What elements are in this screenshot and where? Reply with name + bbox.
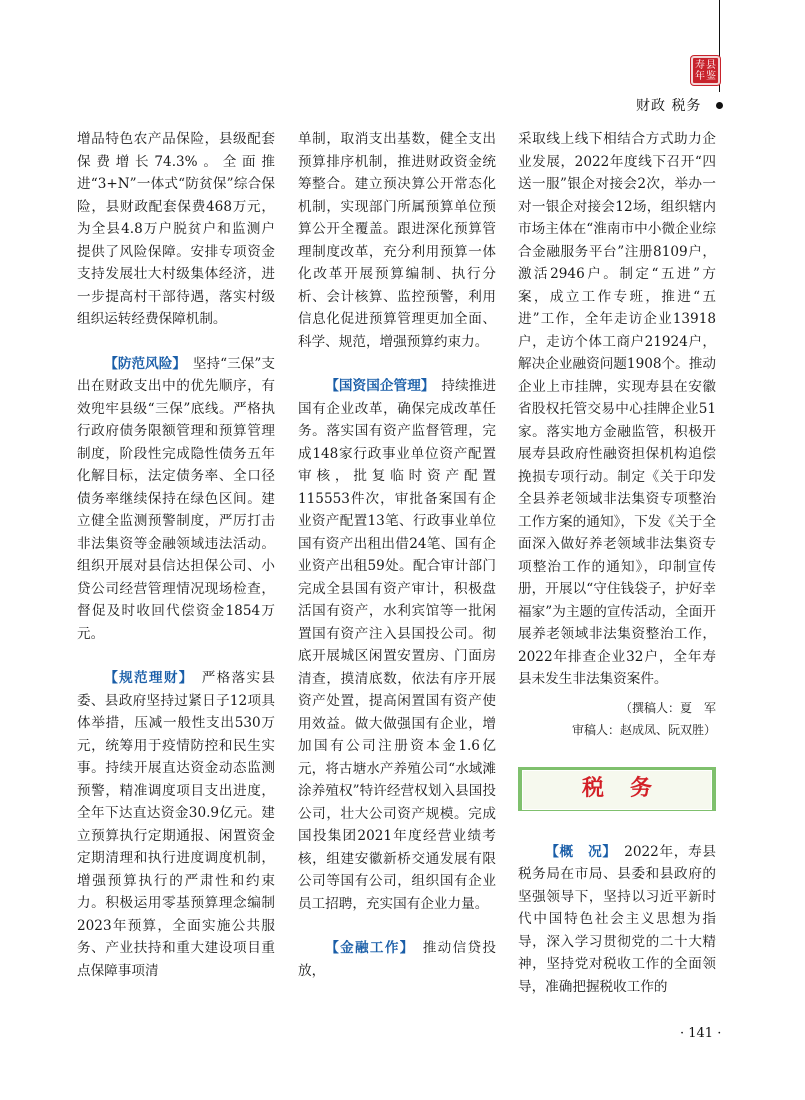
paragraph-text: 推动信贷投放， — [298, 940, 497, 979]
section-keyword: 【概 况】 — [545, 843, 610, 860]
section-banner — [518, 767, 716, 811]
paragraph: 采取线上线下相结合方式助力企业发展，2022年度线下召开“四送一服”银企对接会2次，举办一对一银企对接会12场，组织辖内市场主体在“淮南市中小微企业综合金融服务平台”注册8109户，激活2946户。制定“五进”方案，成立工作专班，推进“五进”工作，全年走访企业13918户，走访个体工商户21924户，解决企业融资问题1908个。推动企业上市挂牌，实现寿县在安徽省股权托管交易中心挂牌企业51家。落实地方金融监管，积极开展寿县政府性融资担保机构追偿挽损专项行动。制定《关于印发全县养老领域非法集资专项整治工作方案的通知》，下发《关于全面深入做好养老领域非法集资专项整治工作的通知》，印制宣传册，开展以“守住钱袋子，护好幸福家”为主题的宣传活动，全面开展养老领域非法集资整治工作，2022年排查企业32户，全年寿县未发生非法集资案件。 — [518, 131, 716, 687]
paragraph: 增品特色农产品保险，县级配套保费增长74.3%。全面推进“3+N”一体式“防贫保”综合保险，县财政配套保费468万元，为全县4.8万户脱贫户和监测户提供了风险保障。安排专项资金支持发展壮大村级集体经济，进一步提高村干部待遇，落实村级组织运转经费保障机制。 — [77, 131, 275, 327]
paragraph-text: 坚持“三保”支出在财政支出中的优先顺序，有效兜牢县级“三保”底线。严格执行政府债务限额管理和预算管理制度，阶段性完成隐性债务五年化解目标，法定债务率、全口径债务率继续保持在绿色区间。建立健全监测预警制度，严厉打击非法集资等金融领域违法活动。组织开展对县信达担保公司、小贷公司经营管理情况现场检查，督促及时收回代偿资金1854万元。 — [77, 355, 275, 642]
paragraph — [298, 937, 496, 982]
section-keyword: 【防范风险】 — [104, 355, 180, 372]
section-keyword: 【国资国企管理】 — [325, 378, 428, 394]
paragraph — [77, 353, 275, 646]
logo-char: 年 — [695, 70, 705, 82]
paragraph — [77, 667, 275, 982]
section-header: 财政 税务 — [636, 98, 702, 114]
paragraph: 单制，取消支出基数，健全支出预算排序机制，推进财政资金统筹整合。建立预决算公开常态化机制，实现部门所属预算单位预算公开全覆盖。跟进深化预算管理制度改革，充分利用预算一体化改革开展预算编制、执行分析、会计核算、监控预警，利用信息化促进预算管理更加全面、科学、规范，增强预算约束力。 — [298, 131, 496, 350]
page-number: · 141 · — [680, 1026, 722, 1041]
section-banner-title: 税务 — [581, 776, 678, 802]
paragraph-text: 2022年，寿县税务局在市局、县委和县政府的坚强领导下，坚持以习近平新时代中国特色社会主义思想为指导，深入学习贯彻党的二十大精神，坚持党对税收工作的全面领导，准确把握税收工作的 — [518, 843, 716, 995]
paragraph-text: 持续推进国有企业改革，确保完成改革任务。落实国有资产监督管理，完成148家行政事业单位资产配置审核，批复临时资产配置115553件次，审批备案国有企业资产配置13笔、行政事业单位国有资产出租出借24笔、国有企业资产出租59处。配合审计部门完成全县国有资产审计，积极盘活国有资产，水利宾馆等一批闲置国有资产注入县国投公司。彻底开展城区闲置安置房、门面房清查，摸清底数，依法有序开展资产处置，提高闲置国有资产使用效益。做大做强国有企业，增加国有公司注册资本金1.6亿元，将古塘水产养殖公司“水域滩涂养殖权”特许经营权划入县国投公司，壮大公司资产规模。完成国投集团2021年度经营业绩考核，组建安徽新桥交通发展有限公司等国有公司，组织国有企业员工招聘，充实国有企业力量。 — [298, 378, 496, 912]
author-byline — [518, 697, 716, 741]
header-dot — [716, 102, 723, 109]
paragraph — [298, 375, 496, 915]
yearbook-logo — [691, 56, 720, 85]
logo-char: 寿 — [695, 59, 705, 71]
text-column-1 — [77, 128, 275, 982]
writer-line: （撰稿人：夏 军 — [619, 700, 716, 715]
paragraph-text: 严格落实县委、县政府坚持过紧日子12项具体举措，压减一般性支出530万元，统筹用于疫情防控和民生实事。持续开展直达资金动态监测预警，精准调度项目支出进度，全年下达直达资金30.9亿元。建立预算执行定期通报、闲置资金定期清理和执行进度调度机制，增强预算执行的严肃性和约束力。积极运用零基预算理念编制2023年预算，全面实施公共服务、产业扶持和重大建设项目重点保障事项清 — [77, 670, 276, 979]
logo-char: 县 — [706, 59, 716, 71]
reviewer-line: 审稿人：赵成凤、阮双胜） — [571, 722, 716, 737]
section-keyword: 【金融工作】 — [325, 940, 408, 956]
section-keyword: 【规范理财】 — [104, 670, 187, 686]
paragraph — [518, 841, 716, 999]
logo-char: 鉴 — [706, 70, 716, 82]
text-column-3 — [518, 128, 716, 998]
text-column-2 — [298, 128, 496, 982]
